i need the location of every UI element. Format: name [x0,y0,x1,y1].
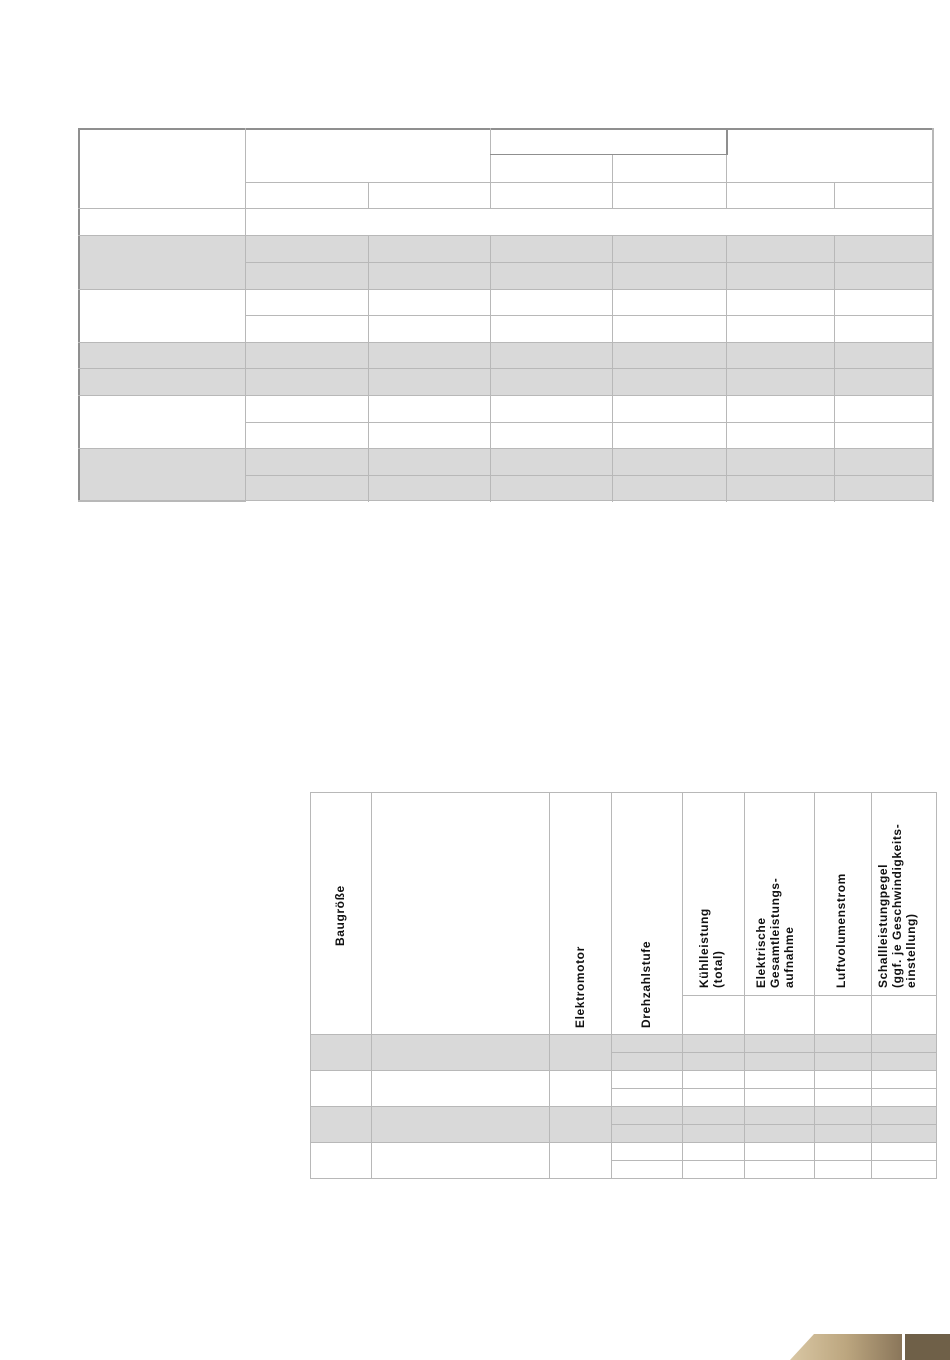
bottom-table [310,792,937,1180]
header-kuehlleistung: Kühlleistung (total) [697,908,725,988]
header-luftvolumenstrom: Luftvolumenstrom [834,873,848,988]
header-elektromotor: Elektromotor [573,946,587,1028]
top-table-row-group-3 [78,342,934,396]
header-elektrische-gesamtleistungsaufnahme: Elektrische Gesamtleistungs- aufnahme [754,877,796,988]
top-table [78,128,934,502]
brand-corner-tab [790,1334,950,1360]
header-schallleistungspegel: Schallleistungpegel (ggf. je Geschwindigkeits- einstellung) [876,823,918,988]
header-baugroesse: Baugröße [333,885,347,946]
header-drehzahlstufe: Drehzahlstufe [639,940,653,1028]
